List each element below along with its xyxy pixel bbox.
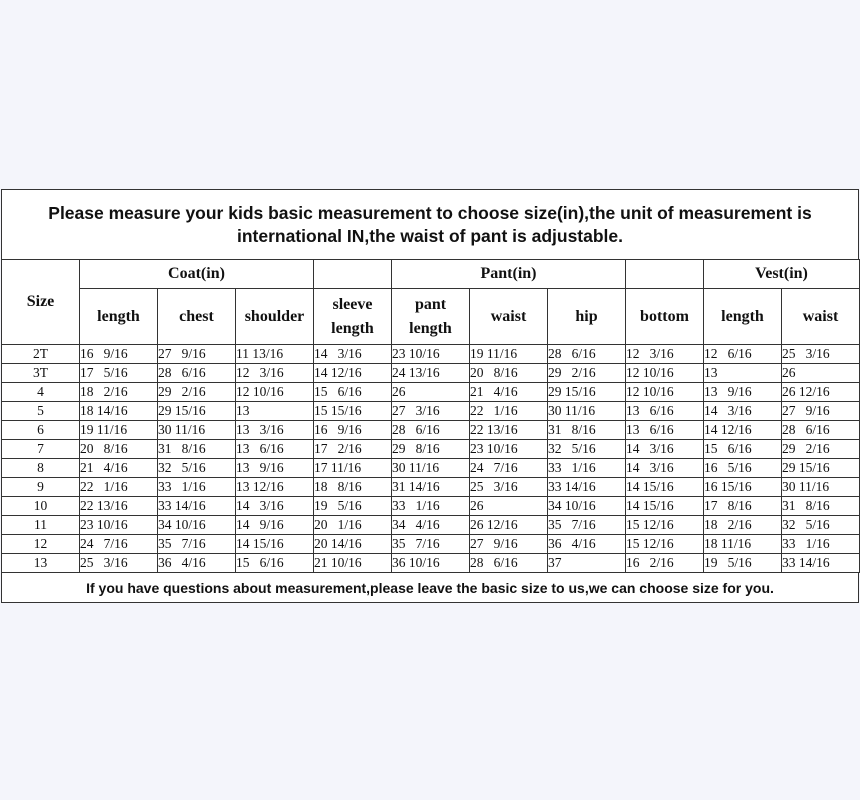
vest-waist-cell: 31 8/16 bbox=[782, 497, 860, 516]
coat-length-cell: 22 1/16 bbox=[80, 478, 158, 497]
coat-chest-header: chest bbox=[158, 289, 236, 345]
bottom-cell: 14 3/16 bbox=[626, 459, 704, 478]
pant-waist-cell: 26 bbox=[470, 497, 548, 516]
vest-length-cell: 15 6/16 bbox=[704, 440, 782, 459]
pant-length-cell: 33 1/16 bbox=[392, 497, 470, 516]
pant-waist-cell: 23 10/16 bbox=[470, 440, 548, 459]
sleeve-length-header bbox=[314, 289, 392, 345]
table-row bbox=[2, 345, 860, 364]
vest-waist-cell: 27 9/16 bbox=[782, 402, 860, 421]
pant-waist-cell: 21 4/16 bbox=[470, 383, 548, 402]
coat-chest-cell: 35 7/16 bbox=[158, 535, 236, 554]
footer-note: If you have questions about measurement,please leave the basic size to us,we can choose size for you. bbox=[1, 573, 859, 603]
pant-hip-cell: 30 11/16 bbox=[548, 402, 626, 421]
coat-chest-cell: 32 5/16 bbox=[158, 459, 236, 478]
coat-length-cell: 25 3/16 bbox=[80, 554, 158, 573]
size-cell: 5 bbox=[2, 402, 80, 421]
size-cell: 10 bbox=[2, 497, 80, 516]
vest-waist-cell: 33 1/16 bbox=[782, 535, 860, 554]
notice-line-2: international IN,the waist of pant is adjustable. bbox=[236, 225, 624, 246]
sleeve-length-cell: 16 9/16 bbox=[314, 421, 392, 440]
sleeve-length-header-line-2: length bbox=[331, 319, 374, 337]
vest-waist-cell: 26 bbox=[782, 364, 860, 383]
sleeve-length-cell: 21 10/16 bbox=[314, 554, 392, 573]
vest-group-header: Vest(in) bbox=[704, 260, 860, 289]
table-row bbox=[2, 383, 860, 402]
coat-chest-cell: 29 2/16 bbox=[158, 383, 236, 402]
coat-shoulder-cell: 14 3/16 bbox=[236, 497, 314, 516]
notice-line-1: Please measure your kids basic measurement to choose size(in),the unit of measurement is bbox=[48, 202, 812, 223]
pant-hip-cell: 33 14/16 bbox=[548, 478, 626, 497]
bottom-group-blank bbox=[626, 260, 704, 289]
pant-length-cell: 36 10/16 bbox=[392, 554, 470, 573]
size-chart bbox=[1, 189, 859, 603]
bottom-cell: 16 2/16 bbox=[626, 554, 704, 573]
vest-length-cell: 16 15/16 bbox=[704, 478, 782, 497]
sleeve-length-cell: 19 5/16 bbox=[314, 497, 392, 516]
pant-length-cell: 35 7/16 bbox=[392, 535, 470, 554]
coat-length-cell: 24 7/16 bbox=[80, 535, 158, 554]
pant-hip-cell: 28 6/16 bbox=[548, 345, 626, 364]
sleeve-length-cell: 14 12/16 bbox=[314, 364, 392, 383]
sleeve-length-cell: 15 15/16 bbox=[314, 402, 392, 421]
table-row bbox=[2, 364, 860, 383]
vest-length-cell: 19 5/16 bbox=[704, 554, 782, 573]
vest-waist-cell: 33 14/16 bbox=[782, 554, 860, 573]
vest-length-header: length bbox=[704, 289, 782, 345]
bottom-cell: 12 10/16 bbox=[626, 364, 704, 383]
size-cell: 7 bbox=[2, 440, 80, 459]
coat-length-cell: 19 11/16 bbox=[80, 421, 158, 440]
measurement-notice bbox=[1, 189, 859, 259]
coat-chest-cell: 27 9/16 bbox=[158, 345, 236, 364]
pant-hip-cell: 29 15/16 bbox=[548, 383, 626, 402]
coat-shoulder-cell: 14 15/16 bbox=[236, 535, 314, 554]
coat-shoulder-cell: 13 12/16 bbox=[236, 478, 314, 497]
pant-waist-cell: 20 8/16 bbox=[470, 364, 548, 383]
sleeve-length-cell: 15 6/16 bbox=[314, 383, 392, 402]
vest-waist-cell: 29 2/16 bbox=[782, 440, 860, 459]
sleeve-length-cell: 20 14/16 bbox=[314, 535, 392, 554]
pant-length-cell: 29 8/16 bbox=[392, 440, 470, 459]
coat-shoulder-cell: 13 9/16 bbox=[236, 459, 314, 478]
bottom-cell: 14 15/16 bbox=[626, 478, 704, 497]
coat-chest-cell: 36 4/16 bbox=[158, 554, 236, 573]
coat-length-header: length bbox=[80, 289, 158, 345]
coat-chest-cell: 34 10/16 bbox=[158, 516, 236, 535]
coat-chest-cell: 33 14/16 bbox=[158, 497, 236, 516]
bottom-cell: 14 3/16 bbox=[626, 440, 704, 459]
pant-group-header: Pant(in) bbox=[392, 260, 626, 289]
pant-length-cell: 24 13/16 bbox=[392, 364, 470, 383]
pant-length-cell: 28 6/16 bbox=[392, 421, 470, 440]
table-row bbox=[2, 478, 860, 497]
coat-length-cell: 16 9/16 bbox=[80, 345, 158, 364]
size-cell: 11 bbox=[2, 516, 80, 535]
sleeve-group-blank bbox=[314, 260, 392, 289]
bottom-header: bottom bbox=[626, 289, 704, 345]
vest-length-cell: 14 3/16 bbox=[704, 402, 782, 421]
pant-waist-cell: 19 11/16 bbox=[470, 345, 548, 364]
vest-length-cell: 14 12/16 bbox=[704, 421, 782, 440]
coat-chest-cell: 30 11/16 bbox=[158, 421, 236, 440]
pant-hip-header: hip bbox=[548, 289, 626, 345]
coat-shoulder-cell: 12 10/16 bbox=[236, 383, 314, 402]
pant-hip-cell: 31 8/16 bbox=[548, 421, 626, 440]
vest-waist-cell: 29 15/16 bbox=[782, 459, 860, 478]
size-table bbox=[1, 259, 860, 573]
coat-length-cell: 23 10/16 bbox=[80, 516, 158, 535]
pant-waist-cell: 27 9/16 bbox=[470, 535, 548, 554]
table-row bbox=[2, 440, 860, 459]
size-cell: 13 bbox=[2, 554, 80, 573]
coat-length-cell: 18 2/16 bbox=[80, 383, 158, 402]
bottom-cell: 15 12/16 bbox=[626, 516, 704, 535]
coat-chest-cell: 28 6/16 bbox=[158, 364, 236, 383]
pant-hip-cell: 35 7/16 bbox=[548, 516, 626, 535]
vest-length-cell: 17 8/16 bbox=[704, 497, 782, 516]
sleeve-length-header-line-1: sleeve bbox=[332, 295, 373, 313]
size-header: Size bbox=[2, 260, 80, 345]
sleeve-length-cell: 17 11/16 bbox=[314, 459, 392, 478]
vest-waist-cell: 26 12/16 bbox=[782, 383, 860, 402]
bottom-cell: 15 12/16 bbox=[626, 535, 704, 554]
coat-shoulder-cell: 14 9/16 bbox=[236, 516, 314, 535]
pant-waist-cell: 28 6/16 bbox=[470, 554, 548, 573]
coat-chest-cell: 33 1/16 bbox=[158, 478, 236, 497]
pant-waist-cell: 24 7/16 bbox=[470, 459, 548, 478]
coat-shoulder-cell: 13 3/16 bbox=[236, 421, 314, 440]
coat-length-cell: 18 14/16 bbox=[80, 402, 158, 421]
pant-hip-cell: 34 10/16 bbox=[548, 497, 626, 516]
size-cell: 6 bbox=[2, 421, 80, 440]
table-row bbox=[2, 421, 860, 440]
vest-waist-header: waist bbox=[782, 289, 860, 345]
pant-length-cell: 34 4/16 bbox=[392, 516, 470, 535]
vest-length-cell: 13 bbox=[704, 364, 782, 383]
pant-length-header-line-1: pant bbox=[414, 295, 447, 313]
table-row bbox=[2, 402, 860, 421]
size-cell: 4 bbox=[2, 383, 80, 402]
coat-shoulder-cell: 15 6/16 bbox=[236, 554, 314, 573]
pant-hip-cell: 33 1/16 bbox=[548, 459, 626, 478]
vest-waist-cell: 28 6/16 bbox=[782, 421, 860, 440]
pant-hip-cell: 36 4/16 bbox=[548, 535, 626, 554]
size-cell: 9 bbox=[2, 478, 80, 497]
coat-shoulder-header: shoulder bbox=[236, 289, 314, 345]
coat-length-cell: 21 4/16 bbox=[80, 459, 158, 478]
table-row bbox=[2, 554, 860, 573]
sleeve-length-cell: 14 3/16 bbox=[314, 345, 392, 364]
pant-length-header bbox=[392, 289, 470, 345]
coat-length-cell: 17 5/16 bbox=[80, 364, 158, 383]
pant-length-header-line-2: length bbox=[409, 319, 452, 337]
coat-length-cell: 22 13/16 bbox=[80, 497, 158, 516]
vest-waist-cell: 25 3/16 bbox=[782, 345, 860, 364]
vest-length-cell: 16 5/16 bbox=[704, 459, 782, 478]
bottom-cell: 13 6/16 bbox=[626, 402, 704, 421]
pant-hip-cell: 29 2/16 bbox=[548, 364, 626, 383]
pant-hip-cell: 32 5/16 bbox=[548, 440, 626, 459]
pant-length-cell: 31 14/16 bbox=[392, 478, 470, 497]
size-cell: 8 bbox=[2, 459, 80, 478]
vest-waist-cell: 30 11/16 bbox=[782, 478, 860, 497]
pant-length-cell: 30 11/16 bbox=[392, 459, 470, 478]
table-row bbox=[2, 497, 860, 516]
bottom-cell: 13 6/16 bbox=[626, 421, 704, 440]
pant-length-cell: 27 3/16 bbox=[392, 402, 470, 421]
pant-hip-cell: 37 bbox=[548, 554, 626, 573]
bottom-cell: 14 15/16 bbox=[626, 497, 704, 516]
coat-length-cell: 20 8/16 bbox=[80, 440, 158, 459]
coat-shoulder-cell: 13 bbox=[236, 402, 314, 421]
pant-waist-cell: 22 1/16 bbox=[470, 402, 548, 421]
sleeve-length-cell: 20 1/16 bbox=[314, 516, 392, 535]
vest-length-cell: 12 6/16 bbox=[704, 345, 782, 364]
size-cell: 12 bbox=[2, 535, 80, 554]
coat-group-header: Coat(in) bbox=[80, 260, 314, 289]
pant-waist-cell: 25 3/16 bbox=[470, 478, 548, 497]
vest-waist-cell: 32 5/16 bbox=[782, 516, 860, 535]
size-cell: 2T bbox=[2, 345, 80, 364]
coat-shoulder-cell: 12 3/16 bbox=[236, 364, 314, 383]
table-row bbox=[2, 459, 860, 478]
size-cell: 3T bbox=[2, 364, 80, 383]
vest-length-cell: 18 11/16 bbox=[704, 535, 782, 554]
sleeve-length-cell: 18 8/16 bbox=[314, 478, 392, 497]
vest-length-cell: 13 9/16 bbox=[704, 383, 782, 402]
pant-waist-header: waist bbox=[470, 289, 548, 345]
pant-waist-cell: 22 13/16 bbox=[470, 421, 548, 440]
bottom-cell: 12 3/16 bbox=[626, 345, 704, 364]
table-row bbox=[2, 516, 860, 535]
bottom-cell: 12 10/16 bbox=[626, 383, 704, 402]
pant-length-cell: 26 bbox=[392, 383, 470, 402]
coat-chest-cell: 31 8/16 bbox=[158, 440, 236, 459]
vest-length-cell: 18 2/16 bbox=[704, 516, 782, 535]
pant-waist-cell: 26 12/16 bbox=[470, 516, 548, 535]
pant-length-cell: 23 10/16 bbox=[392, 345, 470, 364]
coat-shoulder-cell: 11 13/16 bbox=[236, 345, 314, 364]
coat-chest-cell: 29 15/16 bbox=[158, 402, 236, 421]
table-row bbox=[2, 535, 860, 554]
sleeve-length-cell: 17 2/16 bbox=[314, 440, 392, 459]
coat-shoulder-cell: 13 6/16 bbox=[236, 440, 314, 459]
